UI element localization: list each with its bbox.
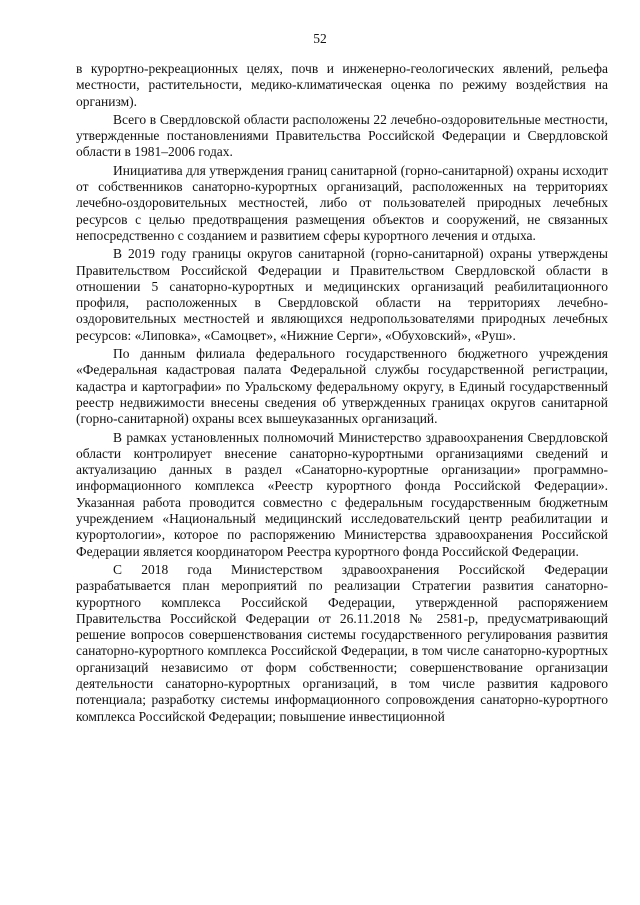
paragraph-ministry-control: В рамках установленных полномочий Министерство здравоохранения Свердловской области контролирует внесение санаторно-курортными организациями сведений и актуализацию данных в раздел «Санаторно-курортные организации» программно-информационного комплекса «Реестр курортного фонда Российской Федерации». Указанная работа проводится совместно с федеральным государственным бюджетным учреждением «Национальный медицинский исследовательский центр реабилитации и курортологии», которое по распоряжению Министерства здравоохранения Российской Федерации является координатором Реестра курортного фонда Российской Федерации. (76, 429, 608, 559)
paragraph-health-localities: Всего в Свердловской области расположены 22 лечебно-оздоровительные местности, утвержденные постановлениями Правительства Российской Федерации и Свердловской области в 1981–2006 годах. (76, 111, 608, 160)
paragraph-cadastral-chamber: По данным филиала федерального государственного бюджетного учреждения «Федеральная кадастровая палата Федеральной службы государственной регистрации, кадастра и картографии» по Уральскому федеральному округу, в Единый государственный реестр недвижимости внесены сведения об утвержденных границах округов санитарной (горно-санитарной) охраны всех вышеуказанных организаций. (76, 346, 608, 427)
page-number: 52 (313, 31, 327, 46)
document-body (76, 61, 608, 727)
paragraph-2019-boundaries: В 2019 году границы округов санитарной (горно-санитарной) охраны утверждены Правительством Российской Федерации и Правительством Свердловской области в отношении 5 санаторно-курортных и медицинских организаций реабилитационного профиля, расположенных в Свердловской области на территориях лечебно-оздоровительных местностей и являющихся недропользователями природных лечебных ресурсов: «Липовка», «Самоцвет», «Нижние Серги», «Обуховский», «Руш». (76, 246, 608, 343)
paragraph-protection-initiative: Инициатива для утверждения границ санитарной (горно-санитарной) охраны исходит от собственников санаторно-курортных организаций, расположенных на территориях лечебно-оздоровительных местностей, либо от пользователей природных лечебных ресурсов с целью предотвращения размещения объектов и сооружений, не связанных непосредственно с созданием и развитием сферы курортного лечения и отдыха. (76, 162, 608, 243)
paragraph-continuation: в курортно-рекреационных целях, почв и инженерно-геологических явлений, рельефа местности, растительности, медико-климатическая оценка по режиму воздействия на организм). (76, 61, 608, 109)
paragraph-2018-strategy: С 2018 года Министерством здравоохранения Российской Федерации разрабатывается план мероприятий по реализации Стратегии развития санаторно-курортного комплекса Российской Федерации, утвержденной распоряжением Правительства Российской Федерации от 26.11.2018 № 2581-р, предусматривающий решение вопросов совершенствования системы государственного регулирования развития санаторно-курортного комплекса Российской Федерации, в том числе санаторно-курортных организаций независимо от форм собственности; совершенствование организации деятельности санаторно-курортных организаций, в том числе развития кадрового потенциала; разработку системы информационного сопровождения санаторно-курортного комплекса Российской Федерации; повышение инвестиционной (76, 561, 608, 724)
